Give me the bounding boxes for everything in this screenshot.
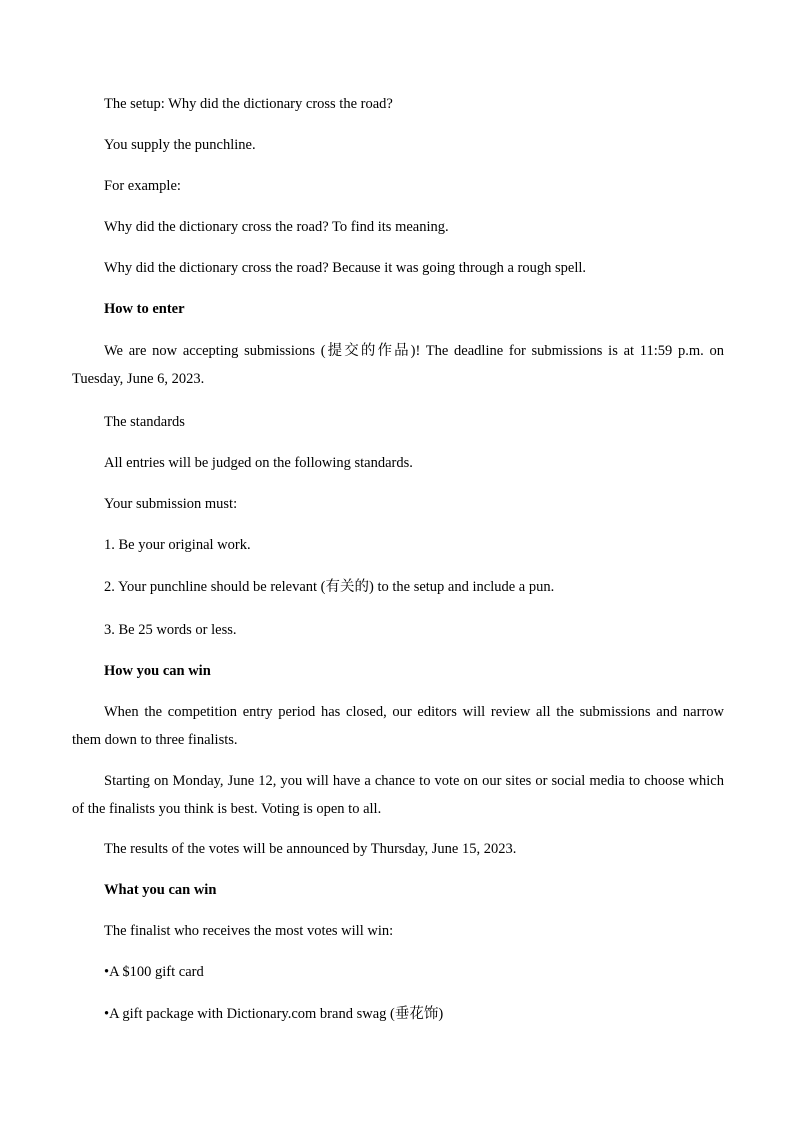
what-to-win-heading: What you can win xyxy=(104,882,217,898)
for-example-line: For example: xyxy=(104,178,181,194)
prize-item: •A $100 gift card xyxy=(104,964,204,980)
prize-item: •A gift package with Dictionary.com brand swag (垂花饰) xyxy=(104,1006,444,1022)
example-2: Why did the dictionary cross the road? Because it was going through a rough spell. xyxy=(104,260,587,276)
you-supply-line: You supply the punchline. xyxy=(104,137,256,153)
standards-heading: The standards xyxy=(104,414,185,430)
rule-item: 2. Your punchline should be relevant (有关的) to the setup and include a pun. xyxy=(104,579,555,595)
results-line: The results of the votes will be announced by Thursday, June 15, 2023. xyxy=(104,841,517,857)
setup-line: The setup: Why did the dictionary cross the road? xyxy=(104,96,393,112)
how-to-win-paragraph-1: When the competition entry period has closed, our editors will review all the submissions and narrow them down to three finalists. xyxy=(72,704,724,748)
how-to-enter-heading: How to enter xyxy=(104,301,185,317)
rule-item: 3. Be 25 words or less. xyxy=(104,622,237,638)
submission-must-line: Your submission must: xyxy=(104,496,238,512)
prize-intro: The finalist who receives the most votes will win: xyxy=(104,923,394,939)
standards-intro: All entries will be judged on the following standards. xyxy=(104,455,413,471)
rule-item: 1. Be your original work. xyxy=(104,537,251,553)
how-to-win-heading: How you can win xyxy=(104,663,211,679)
how-to-enter-paragraph: We are now accepting submissions (提交的作品)! The deadline for submissions is at 11:59 p.m. on Tuesday, June 6, 2023. xyxy=(72,343,724,387)
how-to-win-paragraph-2: Starting on Monday, June 12, you will have a chance to vote on our sites or social media to choose which of the finalists you think is best. Voting is open to all. xyxy=(72,773,724,817)
example-1: Why did the dictionary cross the road? To find its meaning. xyxy=(104,219,449,235)
